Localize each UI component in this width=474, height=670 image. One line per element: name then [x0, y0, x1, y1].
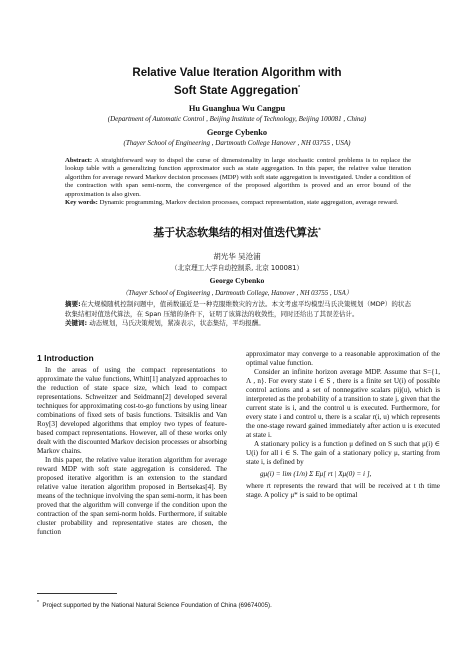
footnote-mark: *	[37, 600, 39, 606]
right-column	[246, 350, 440, 500]
abstract-text: A straightforward way to dispel the curse of dimensionality in large stochastic control problems is to replace the lookup table with a generalizing function approximator such as state aggregation. In this paper, the relative value iteration algorithm for average reward Markov decision processes (MDP) with soft state aggregation is investigated. Under a condition of the contraction with span semi-norm, the convergence of the proposed algorithm is proved and an error bound of the approximation is also given.	[65, 157, 411, 198]
title-footnote-mark: *	[298, 85, 301, 91]
title-line-2: Soft State Aggregation	[173, 84, 299, 97]
authors-1: Hu Guanghua Wu Cangpu	[188, 104, 286, 113]
abstract-label: Abstract:	[65, 157, 93, 164]
chinese-title-mark: *	[318, 227, 321, 234]
chinese-keywords-label: 关键词:	[65, 319, 88, 327]
chinese-keywords-text: 动态规划，马氏决策规划，紧凑表示，状态集结，平均报酬。	[89, 319, 265, 327]
chinese-affiliation-2: （Thayer School of Engineering , Dartmouth College, Hanover , NH 03755 , USA）	[121, 290, 353, 297]
keywords-label: Key words:	[65, 199, 98, 207]
footnote-rule	[37, 593, 117, 594]
section-heading-introduction: 1 Introduction	[37, 353, 94, 363]
gain-formula: gμ(i) = lim (1/n) Σ Eμ[ rt | Xμ(0) = i ],	[260, 470, 372, 478]
right-paragraph-2: A stationary policy is a function μ defined on S such that μ(i) ∈ U(i) for all i ∈ S. The gain of a stationary policy μ, starting from state i, is defined by	[246, 440, 440, 466]
paper-title	[0, 66, 474, 99]
keywords-text: Dynamic programming, Markov decision processes, compact representation, state aggregation, average reward.	[99, 199, 399, 207]
right-paragraph-3: where rt represents the reward that will be received at t th time stage. A policy μ* is said to be optimal	[246, 482, 440, 499]
author-2: George Cybenko	[206, 128, 268, 137]
chinese-affiliation: （北京理工大学自动控制系, 北京 100081）	[170, 264, 304, 272]
affiliation-1: (Department of Automatic Control , Beijing Institute of Technology, Beijing 100081 , China)	[107, 115, 367, 123]
chinese-abstract-label: 摘要:	[65, 300, 81, 308]
chinese-author-2: George Cybenko	[209, 276, 265, 285]
footnote-text: Project supported by the National Natural Science Foundation of China (69674005).	[42, 602, 272, 610]
title-line-1: Relative Value Iteration Algorithm with	[132, 67, 342, 79]
right-paragraph-1: Consider an infinite horizon average MDP. Assume that S={1, Λ , n}. For every state i ∈ S , there is a finite set U(i) of possible control actions and a set of nonnegative scalars pij(u), which is interpreted as the probability of a transition to state j, given that the current state is i, and the control u is executed. Furthermore, for every state i and control u, there is a scalar r(i, u) which represents the one-stage reward gained immediately after action u is executed at state i.	[246, 368, 440, 439]
abstract	[65, 157, 411, 207]
left-column	[37, 350, 227, 537]
right-paragraph-0: approximator may converge to a reasonable approximation of the optimal value function.	[246, 350, 440, 367]
chinese-abstract-text: 在大规模随机控制问题中，值函数逼近是一种克服维数灾的方法。本文考虑平均模型马氏决策规划（MDP）的状态软集结相对值迭代算法，在 Span 压缩的条件下，证明了该算法的收敛性，同时还给出了其误差估计。	[65, 300, 411, 318]
left-paragraph-2: In this paper, the relative value iteration algorithm for average reward MDP with soft state aggregation is considered. The proposed iterative algorithm is an extension to the standard relative value iteration algorithm proposed in Bertsekas[4]. By means of the technique involving the span semi-norm, it has been proved that the algorithm will converge if the condition upon the contraction of the span semi-norm holds. Furthermore, if suitable cluster probability and representative states are chosen, the function	[37, 456, 227, 536]
chinese-authors: 胡光华 吴沧浦	[213, 252, 261, 261]
footnote	[37, 600, 272, 609]
left-paragraph-1: In the areas of using the compact representations to approximate the value functions, Whitt[1] analyzed approaches to the reduction of state space size, which lead to compact representations. Schweitzer and Seidmann[2] developed several techniques for approximating cost-to-go functions by using linear combinations of fixed sets of basis functions. Tsitsiklis and Van Roy[3] developed algorithms that employ two types of feature-based compact representations. However, all of these works only dealt with the discounted Markov decision processes or absorbing Markov chains.	[37, 366, 227, 455]
affiliation-2: (Thayer School of Engineering , Dartmouth College Hanover , NH 03755 , USA)	[123, 139, 351, 147]
chinese-abstract	[65, 300, 411, 329]
chinese-title: 基于状态软集结的相对值迭代算法*	[153, 226, 321, 239]
